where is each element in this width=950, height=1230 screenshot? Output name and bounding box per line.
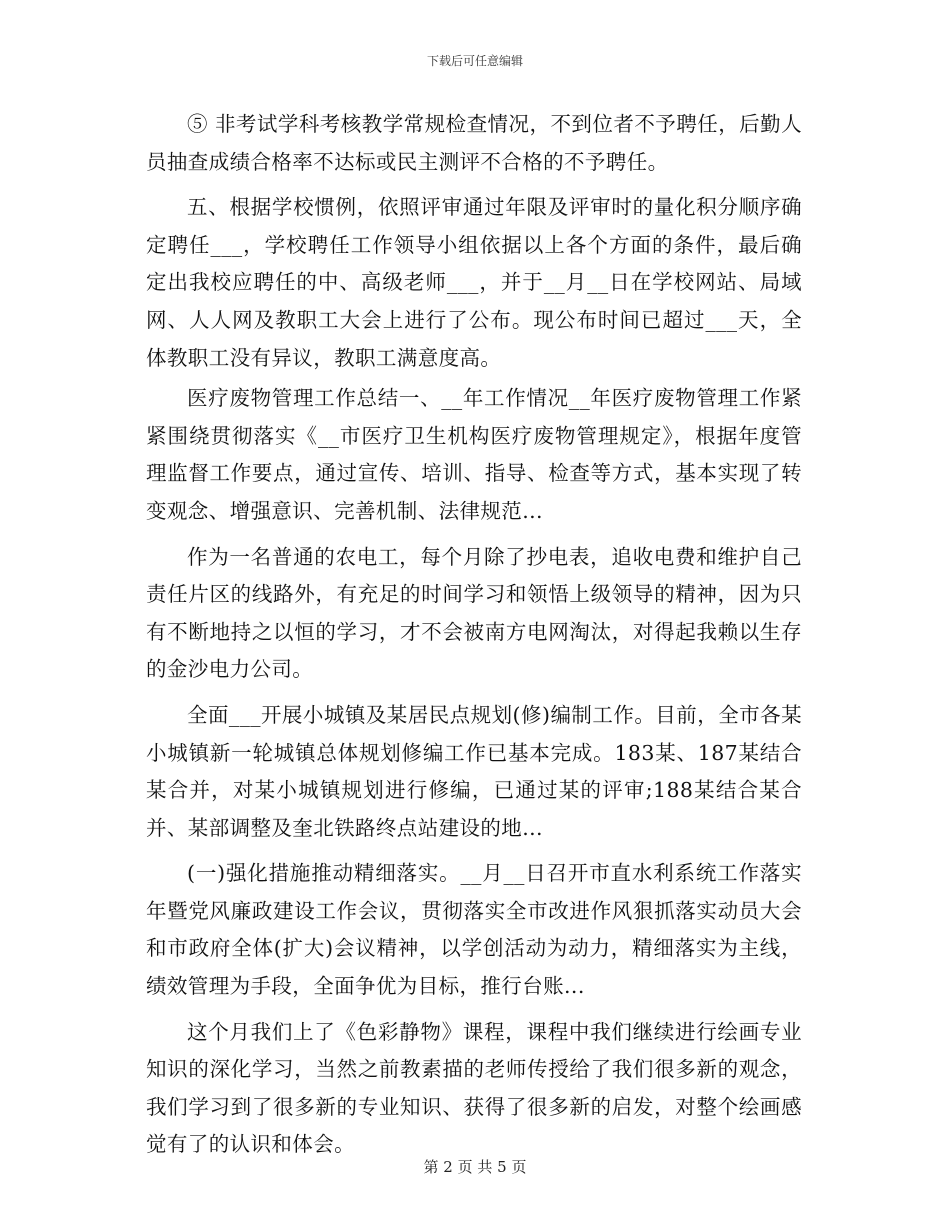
paragraph: ⑤ 非考试学科考核教学常规检查情况，不到位者不予聘任，后勤人员抽查成绩合格率不达标或民主测评不合格的不予聘任。 [146,112,802,174]
paragraph: 全面___开展小城镇及某居民点规划(修)编制工作。目前，全市各某小城镇新一轮城镇总体规划修编工作已基本完成。183某、187某结合某合并，对某小城镇规划进行修编，已通过某的评审;188某结合某合并、某部调整及奎北铁路终点站建设的地... [146,702,802,840]
paragraph: (一)强化措施推动精细落实。__月__日召开市直水利系统工作落实年暨党风廉政建设工作会议，贯彻落实全市改进作风狠抓落实动员大会和市政府全体(扩大)会议精神，以学创活动为动力，精细落实为主线，绩效管理为手段，全面争优为目标，推行台账... [146,861,802,999]
paragraph: 医疗废物管理工作总结一、__年工作情况__年医疗废物管理工作紧紧围绕贯彻落实《__市医疗卫生机构医疗废物管理规定》，根据年度管理监督工作要点，通过宣传、培训、指导、检查等方式，基本实现了转变观念、增强意识、完善机制、法律规范... [146,386,802,523]
paragraph: 这个月我们上了《色彩静物》课程，课程中我们继续进行绘画专业知识的深化学习，当然之前教素描的老师传授给了我们很多新的观念，我们学习到了很多新的专业知识、获得了很多新的启发，对整个绘画感觉有了的认识和体会。 [146,1019,802,1157]
document-body [146,106,802,1164]
page-number: 第 2 页 共 5 页 [423,1158,527,1176]
paragraph: 五、根据学校惯例，依照评审通过年限及评审时的量化积分顺序确定聘任___，学校聘任工作领导小组依据以上各个方面的条件，最后确定出我校应聘任的中、高级老师___，并于__月__日在学校网站、局域网、人人网及教职工大会上进行了公布。现公布时间已超过___天，全体教职工没有异议，教职工满意度高。 [146,195,802,370]
paragraph: 作为一名普通的农电工，每个月除了抄电表，追收电费和维护自己责任片区的线路外，有充足的时间学习和领悟上级领导的精神，因为只有不断地持之以恒的学习，才不会被南方电网淘汰，对得起我赖以生存的金沙电力公司。 [146,544,802,682]
page-header: 下载后可任意编辑 [426,54,523,68]
